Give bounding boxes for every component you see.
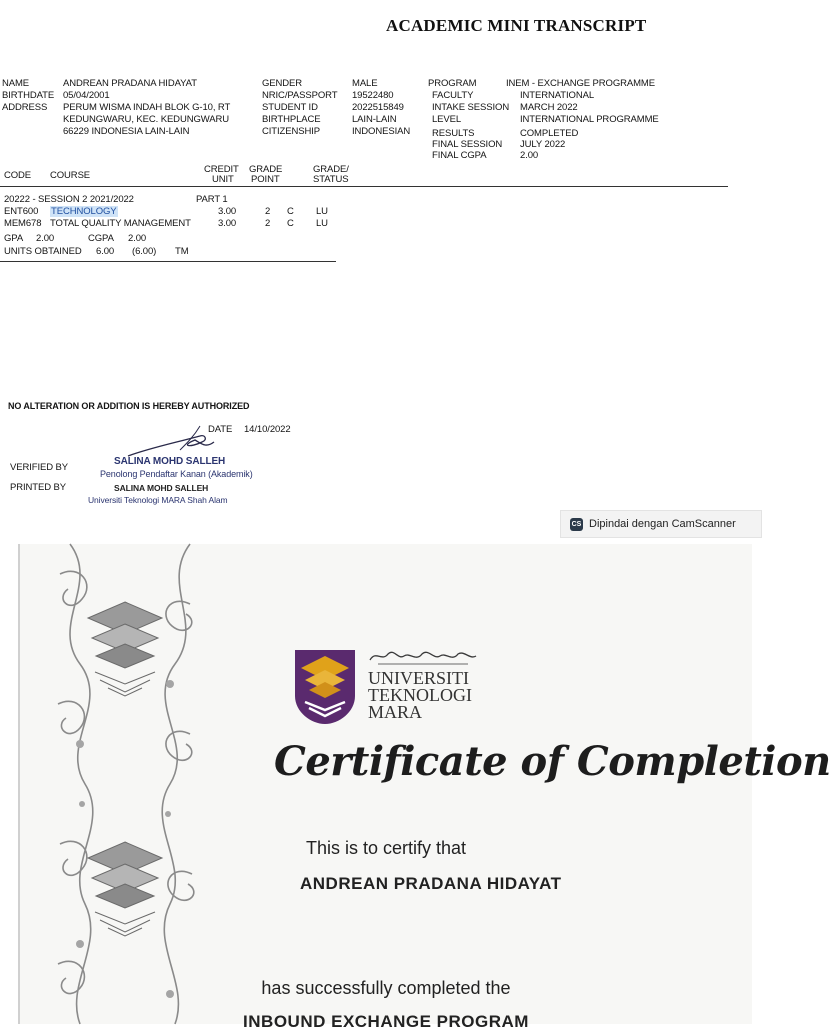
certificate [18,544,831,1031]
camscanner-icon: CS [570,518,583,531]
credit-header-2: UNIT [212,174,234,185]
intake-label: INTAKE SESSION [432,102,510,113]
uitm-logo [293,648,357,726]
certificate-title: Certificate of Completion [274,738,831,785]
recipient-name: ANDREAN PRADANA HIDAYAT [300,874,562,893]
verifier-title: Penolong Pendaftar Kanan (Akademik) [100,469,253,479]
program-name: INBOUND EXCHANGE PROGRAM [243,1012,529,1031]
header-divider [0,186,728,187]
gender-value: MALE [352,78,378,89]
course-code: MEM678 [4,218,42,229]
course-header: COURSE [50,170,91,181]
footer-divider [0,261,336,262]
point-header-2: POINT [251,174,280,185]
citizenship-value: INDONESIAN [352,126,411,137]
gender-label: GENDER [262,78,303,89]
address-label: ADDRESS [2,102,48,113]
cgpa-label: CGPA [88,233,114,244]
camscanner-text: Dipindai dengan CamScanner [589,518,736,530]
address-line-3: 66229 INDONESIA LAIN-LAIN [63,126,190,137]
student-id-label: STUDENT ID [262,102,318,113]
level-label: LEVEL [432,114,462,125]
camscanner-badge [560,510,762,538]
session-label: 20222 - SESSION 2 2021/2022 [4,194,134,205]
completed-text: has successfully completed the [261,978,511,998]
printer-org: Universiti Teknologi MARA Shah Alam [88,495,228,505]
status-header-2: STATUS [313,174,349,185]
code-header: CODE [4,170,32,181]
course-code: ENT600 [4,206,39,217]
birthplace-value: LAIN-LAIN [352,114,397,125]
university-line-3: MARA [368,702,423,722]
ornament-border [40,544,210,1024]
course-grade: C [287,206,294,217]
birthplace-label: BIRTHPLACE [262,114,321,125]
address-line-2: KEDUNGWARU, KEC. KEDUNGWARU [63,114,230,125]
gpa-label: GPA [4,233,24,244]
final-session-label: FINAL SESSION [432,139,503,150]
verifier-name: SALINA MOHD SALLEH [114,456,226,467]
results-label: RESULTS [432,128,475,139]
credit-header-1: CREDIT [204,164,239,175]
academic-transcript [0,0,768,510]
intake-value: MARCH 2022 [520,102,578,113]
student-name: ANDREAN PRADANA HIDAYAT [63,78,197,89]
final-cgpa-value: 2.00 [520,150,539,161]
point-header-1: GRADE [249,164,283,175]
student-id-value: 2022515849 [352,102,404,113]
gpa-value: 2.00 [36,233,55,244]
verified-label: VERIFIED BY [10,462,69,473]
birthdate-label: BIRTHDATE [2,90,55,101]
nric-label: NRIC/PASSPORT [262,90,338,101]
units-label: UNITS OBTAINED [4,246,82,257]
address-line-1: PERUM WISMA INDAH BLOK G-10, RT [63,102,231,113]
course-title: TECHNOLOGY [51,206,117,217]
course-point: 2 [265,218,271,229]
cgpa-value: 2.00 [128,233,147,244]
citizenship-label: CITIZENSHIP [262,126,321,137]
course-point: 2 [265,206,271,217]
course-title: TOTAL QUALITY MANAGEMENT [50,218,191,229]
units-suffix: TM [175,246,189,257]
university-line-2: TEKNOLOGI [368,685,472,705]
date-label: DATE [208,424,233,435]
printer-name: SALINA MOHD SALLEH [114,483,209,493]
jawi-script-logo [368,646,478,666]
program-value: INEM - EXCHANGE PROGRAMME [506,78,655,89]
no-alteration-notice: NO ALTERATION OR ADDITION IS HEREBY AUTHORIZED [8,401,250,411]
faculty-label: FACULTY [432,90,474,101]
course-status: LU [316,206,328,217]
name-label: NAME [2,78,30,89]
course-grade: C [287,218,294,229]
final-session-value: JULY 2022 [520,139,566,150]
printed-label: PRINTED BY [10,482,67,493]
date-value: 14/10/2022 [244,424,291,435]
course-credit: 3.00 [218,206,237,217]
university-line-1: UNIVERSITI [368,668,469,688]
transcript-title: ACADEMIC MINI TRANSCRIPT [386,16,647,35]
units-paren: (6.00) [132,246,157,257]
university-name [368,670,472,721]
level-value: INTERNATIONAL PROGRAMME [520,114,659,125]
nric-value: 19522480 [352,90,394,101]
course-credit: 3.00 [218,218,237,229]
final-cgpa-label: FINAL CGPA [432,150,487,161]
units-value: 6.00 [96,246,115,257]
course-status: LU [316,218,328,229]
status-header-1: GRADE/ [313,164,349,175]
part-label: PART 1 [196,194,228,205]
program-label: PROGRAM [428,78,477,89]
certify-text: This is to certify that [305,838,467,858]
faculty-value: INTERNATIONAL [520,90,595,101]
results-value: COMPLETED [520,128,579,139]
birthdate-value: 05/04/2001 [63,90,110,101]
